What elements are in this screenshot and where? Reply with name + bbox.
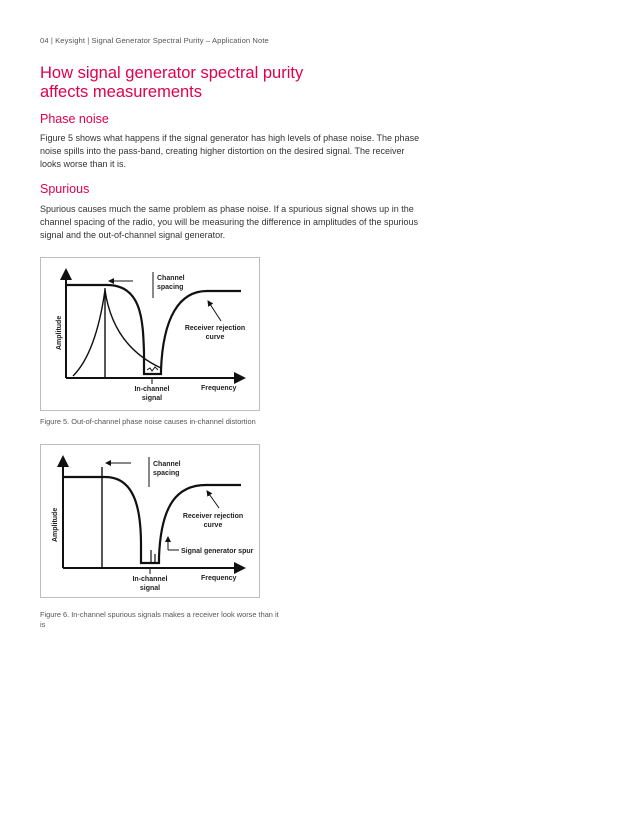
figure-5-caption: Figure 5. Out-of-channel phase noise causes in-channel distortion bbox=[40, 417, 256, 426]
channel-spacing-label-1: Channel bbox=[153, 461, 181, 468]
in-channel-label-1: In-channel bbox=[132, 576, 168, 583]
amplitude-label: Amplitude bbox=[52, 507, 59, 542]
in-channel-label-1: In-channel bbox=[134, 386, 170, 393]
frequency-label: Frequency bbox=[201, 385, 237, 392]
figure-6 bbox=[40, 444, 260, 598]
figure-5-diagram bbox=[41, 258, 259, 410]
phase-noise-right bbox=[105, 290, 161, 368]
in-channel-noise bbox=[147, 367, 158, 371]
spurious-heading: Spurious bbox=[40, 182, 90, 196]
frequency-label: Frequency bbox=[201, 575, 237, 582]
amplitude-label: Amplitude bbox=[56, 315, 63, 350]
page-title bbox=[40, 64, 340, 102]
channel-spacing-label-1: Channel bbox=[157, 275, 185, 282]
in-channel-label-2: signal bbox=[139, 585, 161, 592]
receiver-rejection-label-2: curve bbox=[205, 334, 225, 341]
figure-6-diagram bbox=[41, 445, 259, 597]
channel-spacing-label-2: spacing bbox=[157, 284, 184, 291]
figure-6-caption: Figure 6. In-channel spurious signals makes a receiver look worse than it is bbox=[40, 610, 279, 629]
phase-noise-left bbox=[73, 290, 105, 376]
spur-label: Signal generator spur bbox=[181, 548, 254, 555]
page-title-line-2: affects measurements bbox=[40, 83, 203, 101]
channel-spacing-label-2: spacing bbox=[153, 470, 180, 477]
in-channel-label-2: signal bbox=[141, 395, 163, 402]
receiver-rejection-label-2: curve bbox=[203, 522, 223, 529]
spurious-paragraph: Spurious causes much the same problem as phase noise. If a spurious signal shows up in the channel spacing of the radio, you will be measuring the difference in amplitudes of the spurious signal and the out-of-channel signal generator. bbox=[40, 204, 419, 241]
rejection-pointer bbox=[208, 301, 221, 321]
rejection-pointer bbox=[207, 491, 219, 508]
receiver-rejection-label-1: Receiver rejection bbox=[182, 513, 244, 520]
phase-noise-paragraph: Figure 5 shows what happens if the signal generator has high levels of phase noise. The phase noise spills into the pass-band, creating higher distortion on the desired signal. The receiver looks worse than it is. bbox=[40, 133, 420, 170]
page-title-line-1: How signal generator spectral purity bbox=[40, 64, 304, 82]
running-header: 04 | Keysight | Signal Generator Spectral Purity – Application Note bbox=[40, 36, 269, 45]
phase-noise-heading: Phase noise bbox=[40, 112, 109, 126]
receiver-rejection-label-1: Receiver rejection bbox=[184, 325, 246, 332]
figure-5 bbox=[40, 257, 260, 411]
